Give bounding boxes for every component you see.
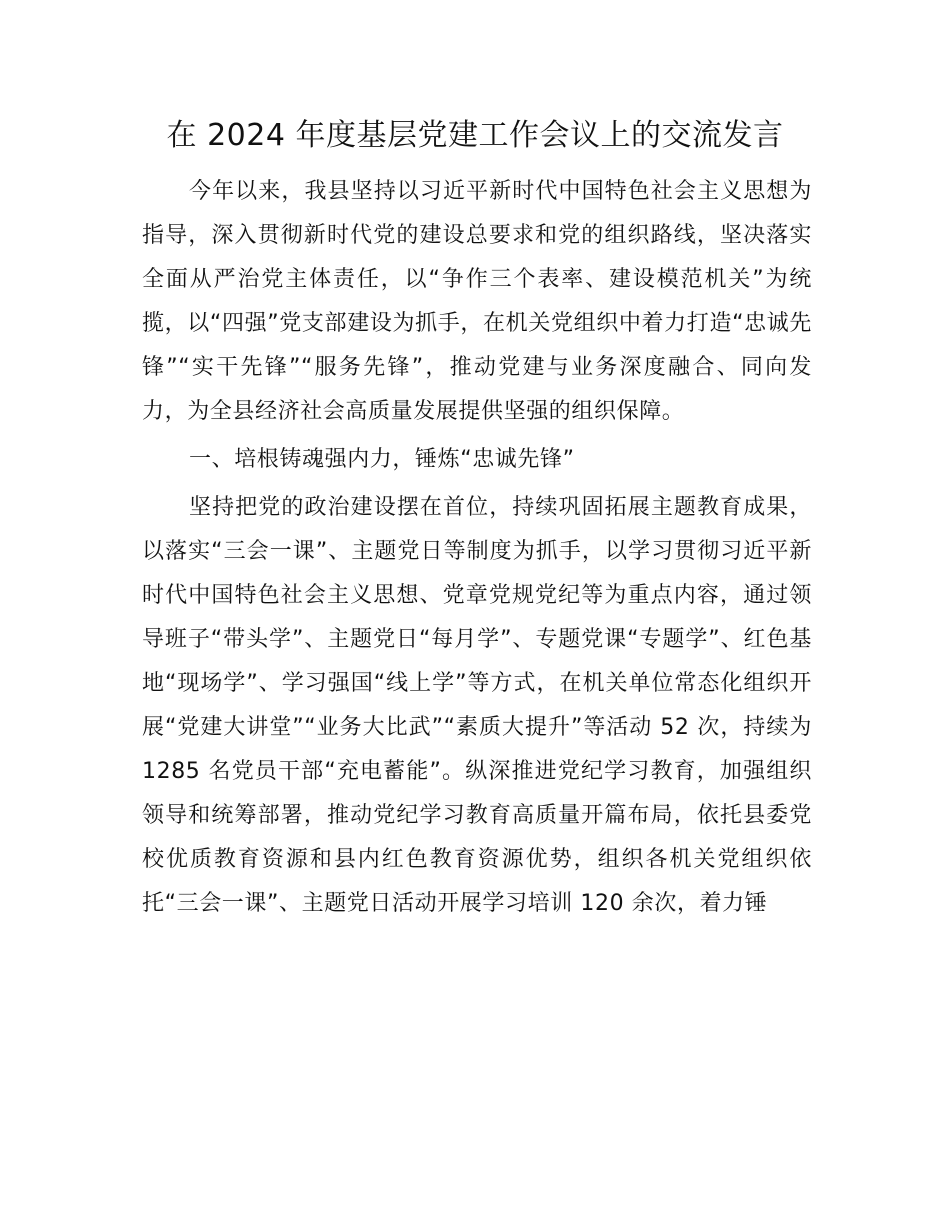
section-heading-1: 一、培根铸魂强内力，锤炼“忠诚先锋” [189,447,575,472]
intro-paragraph: 今年以来，我县坚持以习近平新时代中国特色社会主义思想为指导，深入贯彻新时代党的建设总要求和党的组织路线，坚决落实全面从严治党主体责任，以“争作三个表率、建设模范机关”为统揽，以“四强”党支部建设为抓手，在机关党组织中着力打造“忠诚先锋”“实干先锋”“服务先锋”，推动党建与业务深度融合、同向发力，为全县经济社会高质量发展提供坚强的组织保障。 [142,179,812,424]
document-body [142,170,812,926]
section-1-paragraph: 坚持把党的政治建设摆在首位，持续巩固拓展主题教育成果，以落实“三会一课”、主题党日等制度为抓手，以学习贯彻习近平新时代中国特色社会主义思想、党章党规党纪等为重点内容，通过领导班子“带头学”、主题党日“每月学”、专题党课“专题学”、红色基地“现场学”、学习强国“线上学”等方式，在机关单位常态化组织开展“党建大讲堂”“业务大比武”“素质大提升”等活动 52 次，持续为 1285 名党员干部“充电蓄能”。纵深推进党纪学习教育，加强组织领导和统筹部署，推动党纪学习教育高质量开篇布局，依托县委党校优质教育资源和县内红色教育资源优势，组织各机关党组织依托“三会一课”、主题党日活动开展学习培训 120 余次，着力锤 [142,495,812,916]
document-title: 在 2024 年度基层党建工作会议上的交流发言 [166,118,784,153]
